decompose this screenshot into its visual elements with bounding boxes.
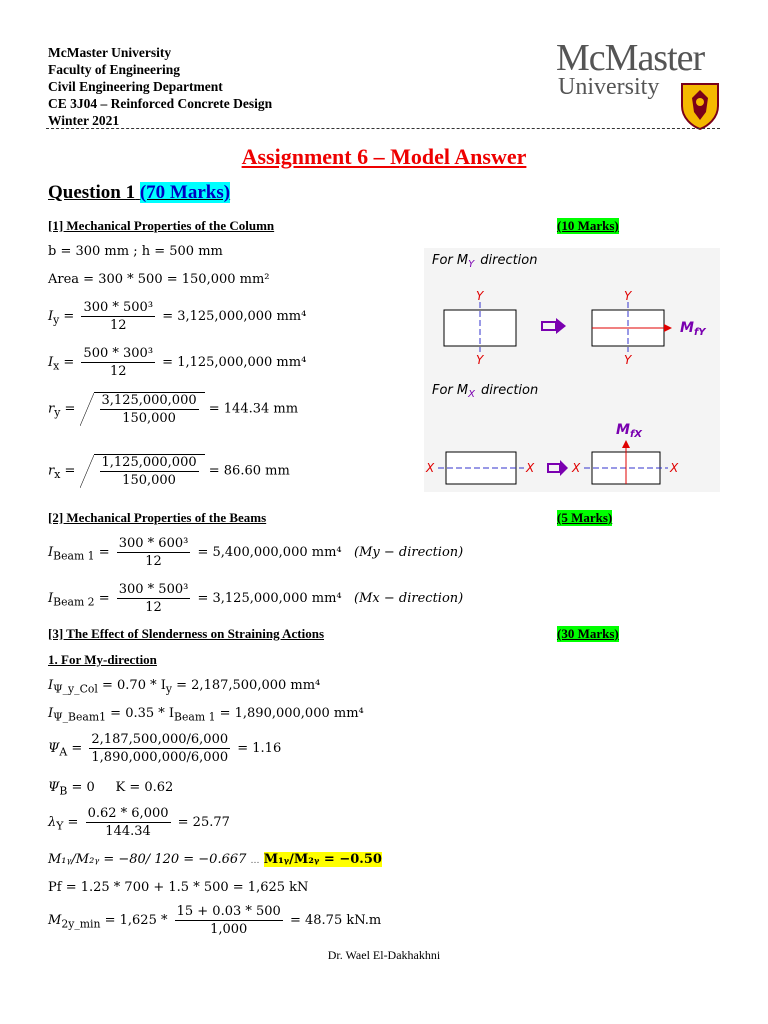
page-title: Assignment 6 – Model Answer xyxy=(241,144,527,169)
subsection-my: 1. For My-direction xyxy=(48,652,157,667)
crest-icon xyxy=(680,82,720,130)
x-label-right-1: X xyxy=(572,461,581,475)
eq-dimensions: b = 300 mm ; h = 500 mm xyxy=(48,244,223,259)
mcmaster-logo xyxy=(556,38,726,130)
y-label-bottom-left: Y xyxy=(476,353,484,367)
section-3-marks: (30 Marks) xyxy=(557,626,619,641)
x-label-right-2: X xyxy=(670,461,679,475)
eq-moment-ratio: M₁ᵧ/M₂ᵧ = −80/ 120 = −0.667 … M₁ᵧ/M₂ᵧ = −0.50 xyxy=(48,852,382,867)
question-label: Question 1 xyxy=(48,182,136,203)
x-label-left-2: X xyxy=(526,461,535,475)
header-line-term: Winter 2021 xyxy=(48,113,120,128)
moment-direction-diagram xyxy=(424,248,720,492)
header-line-course: CE 3J04 – Reinforced Concrete Design xyxy=(48,96,273,111)
eq-m2-min: $M_{2y\_min} = 1,625$ * $\frac{15 + 0.03 * 500}{1,000}$ = 48.75 kN.m xyxy=(48,904,382,937)
eq-i-psi-beam: $I_{\Psi\_Beam1} = 0.35 * I_{Beam 1} = 1,890,000,000$ mm⁴ xyxy=(48,706,364,724)
eq-ry: $r_y$ = $\frac{3,125,000,000}{150,000}$ = 144.34 mm xyxy=(48,393,299,426)
mfy-label: $M_{fY}$ xyxy=(680,320,706,338)
eq-beam2: $I_{Beam 2}$ = $\frac{\text{300 * 500³}}{12}$ = 3,125,000,000 mm⁴ (Mx − direction) xyxy=(48,582,464,615)
header-line-faculty: Faculty of Engineering xyxy=(48,62,180,77)
eq-lambda: $\lambda_Y$ = $\frac{0.62 * 6,000}{144.34}$ = 25.77 xyxy=(48,806,230,839)
section-3-title: [3] The Effect of Slenderness on Straining Actions xyxy=(48,626,325,641)
header-line-department: Civil Engineering Department xyxy=(48,79,223,94)
moment-ratio-highlight: M₁ᵧ/M₂ᵧ = −0.50 xyxy=(263,852,382,867)
header-line-university: McMaster University xyxy=(48,45,172,60)
section-2-title: [2] Mechanical Properties of the Beams xyxy=(48,510,267,525)
eq-iy: $I_y$ = $\frac{\text{300 * 500³}}{12}$ = 3,125,000,000 mm⁴ xyxy=(48,300,307,333)
section-1-marks: (10 Marks) xyxy=(557,218,619,233)
mx-direction-label: For $M_X$ direction xyxy=(432,383,539,400)
question-heading xyxy=(48,182,230,204)
eq-rx: $r_x$ = $\frac{1,125,000,000}{150,000}$ = 86.60 mm xyxy=(48,455,290,488)
eq-psi-b: $\Psi_B = 0$ K = 0.62 xyxy=(48,780,174,798)
transition-arrow-2 xyxy=(548,464,560,472)
eq-beam1: $I_{Beam 1}$ = $\frac{\text{300 * 600³}}{12}$ = 5,400,000,000 mm⁴ (My − direction) xyxy=(48,536,464,569)
logo-wordmark-line2: University xyxy=(558,74,660,100)
my-direction-label: For $M_Y$ direction xyxy=(432,253,538,270)
y-label-top-left: Y xyxy=(476,289,484,303)
course-header xyxy=(48,44,272,129)
eq-pf: Pf = 1.25 * 700 + 1.5 * 500 = 1,625 kN xyxy=(48,880,309,895)
transition-arrow-1 xyxy=(542,322,556,330)
eq-area: Area = 300 * 500 = 150,000 mm² xyxy=(48,272,270,287)
mfx-label: $M_{fX}$ xyxy=(616,422,642,440)
x-label-left-1: X xyxy=(426,461,435,475)
footer-author: Dr. Wael El-Dakhakhni xyxy=(327,948,441,962)
y-label-bottom-right: Y xyxy=(624,353,632,367)
question-marks: (70 Marks) xyxy=(139,182,231,203)
eq-psi-a: $\Psi_A$ = $\frac{2,187,500,000/6,000}{1,890,000,000/6,000}$ = 1.16 xyxy=(48,732,282,765)
y-label-top-right: Y xyxy=(624,289,632,303)
eq-i-psi-col: $I_{\Psi\_y\_Col} = 0.70 * I_y = 2,187,500,000$ mm⁴ xyxy=(48,678,321,696)
section-2-marks: (5 Marks) xyxy=(557,510,613,525)
logo-wordmark-line1: McMaster xyxy=(556,37,705,79)
header-divider xyxy=(46,128,720,129)
eq-ix: $I_x$ = $\frac{\text{500 * 300³}}{12}$ = 1,125,000,000 mm⁴ xyxy=(48,346,307,379)
section-1-title: [1] Mechanical Properties of the Column xyxy=(48,218,275,233)
